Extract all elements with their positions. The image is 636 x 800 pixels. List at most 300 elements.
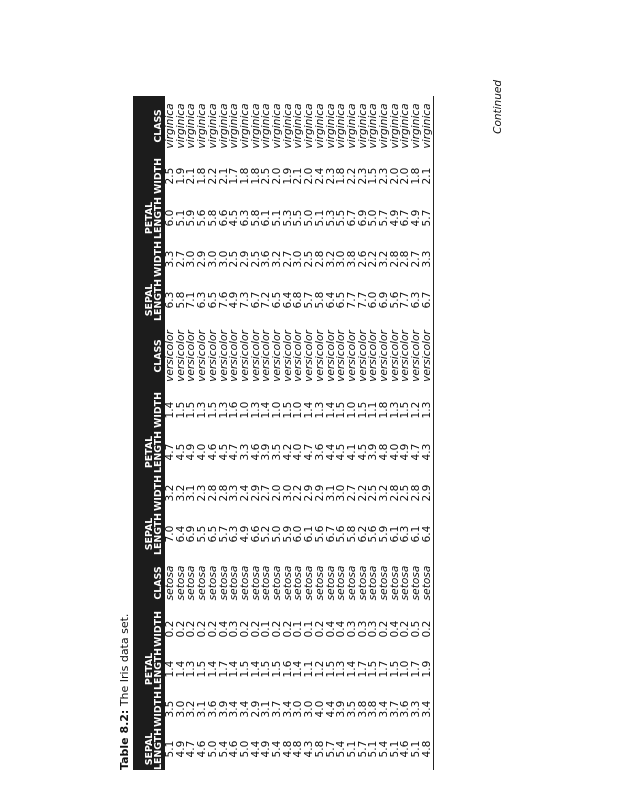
table-cell: 2.3 — [324, 167, 337, 185]
table-cell: 6.5 — [335, 291, 348, 309]
table-cell: 6.0 — [292, 525, 305, 543]
table-cell: 1.7 — [378, 660, 391, 678]
table-cell: versicolor — [422, 322, 433, 390]
table-cell: 0.4 — [335, 620, 348, 638]
table-cell: 5.7 — [422, 196, 433, 240]
table-cell: 3.8 — [356, 700, 369, 718]
table-cell: 1.4 — [345, 660, 358, 678]
table-cell: 3.2 — [378, 250, 391, 268]
table-cell: 3.7 — [388, 700, 401, 718]
table-cell: versicolor — [292, 330, 305, 382]
table-cell: 4.7 — [164, 443, 176, 461]
table-cell: 2.2 — [292, 484, 305, 502]
table-cell: setosa — [367, 565, 380, 601]
table-cell: 5.6 — [313, 525, 326, 543]
table-cell: setosa — [281, 565, 294, 601]
table-cell: 2.8 — [217, 484, 230, 502]
table-cell: 3.0 — [292, 700, 305, 718]
table-cell: 0.2 — [164, 620, 176, 638]
table-cell: 4.1 — [345, 443, 358, 461]
table-cell: virginica — [399, 103, 412, 149]
table-cell: 1.5 — [356, 401, 369, 419]
table-cell: 5.7 — [324, 740, 337, 758]
table-cell: 0.4 — [388, 620, 401, 638]
table-cell: 3.4 — [422, 690, 433, 728]
table-cell: 1.7 — [356, 660, 369, 678]
table-cell: 1.5 — [206, 401, 219, 419]
table-cell: 6.0 — [164, 209, 176, 227]
table-cell: 5.8 — [345, 525, 358, 543]
table-cell: 5.1 — [313, 209, 326, 227]
table-cell: 2.5 — [367, 484, 380, 502]
table-cell: versicolor — [249, 330, 262, 382]
header-group-label: PETAL — [144, 201, 155, 235]
table-cell: 0.2 — [206, 620, 219, 638]
table-cell: 6.3 — [228, 525, 241, 543]
table-cell: virginica — [238, 103, 251, 149]
column-header — [133, 690, 165, 728]
table-cell: 5.4 — [217, 740, 230, 758]
table-cell: setosa — [292, 565, 305, 601]
header-field-label: LENGTH — [153, 279, 164, 321]
table-cell: 0.2 — [271, 620, 284, 638]
table-cell: 3.9 — [217, 700, 230, 718]
table-cell: 2.3 — [196, 484, 209, 502]
table-cell: 6.4 — [281, 291, 294, 309]
table-cell: 1.5 — [185, 401, 198, 419]
table-cell: 0.3 — [367, 620, 380, 638]
table-cell: 1.6 — [228, 401, 241, 419]
table-cell: 1.5 — [196, 660, 209, 678]
table-cell: 5.3 — [281, 209, 294, 227]
table-cell: 7.7 — [356, 291, 369, 309]
column-header — [133, 474, 165, 512]
header-field-label: WIDTH — [153, 691, 164, 727]
table-cell: 0.2 — [378, 620, 391, 638]
header-field-label: LENGTH — [153, 513, 164, 555]
table-cell: versicolor — [356, 330, 369, 382]
table-cell: versicolor — [335, 330, 348, 382]
table-cell: virginica — [196, 103, 209, 149]
table-cell: 2.1 — [217, 167, 230, 185]
table-cell: 1.5 — [260, 660, 273, 678]
table-cell: 4.7 — [303, 443, 316, 461]
table-cell: 1.5 — [174, 401, 187, 419]
table-cell: virginica — [410, 103, 423, 149]
table-cell: 5.1 — [345, 740, 358, 758]
table-cell: 4.9 — [228, 291, 241, 309]
table-cell: setosa — [249, 565, 262, 601]
table-cell: 3.2 — [174, 484, 187, 502]
column-header — [133, 196, 165, 240]
table-cell: 1.2 — [313, 660, 326, 678]
table-cell: versicolor — [185, 330, 198, 382]
table-cell: 2.8 — [313, 250, 326, 268]
table-cell: virginica — [324, 103, 337, 149]
table-cell: 6.3 — [164, 291, 176, 309]
table-cell: 5.0 — [206, 740, 219, 758]
table-cell: setosa — [206, 565, 219, 601]
table-cell: virginica — [206, 103, 219, 149]
table-cell: 1.4 — [174, 660, 187, 678]
table-cell: 1.5 — [335, 401, 348, 419]
table-cell: 0.5 — [410, 620, 423, 638]
column-header — [133, 728, 165, 770]
table-cell: 2.8 — [206, 484, 219, 502]
column-header — [133, 430, 165, 474]
table-cell: 5.8 — [174, 291, 187, 309]
table-cell: 3.0 — [303, 700, 316, 718]
table-cell: 5.9 — [378, 525, 391, 543]
table-cell: versicolor — [303, 330, 316, 382]
table-cell: 3.4 — [378, 700, 391, 718]
table-cell: 6.2 — [356, 525, 369, 543]
table-cell: 2.2 — [206, 167, 219, 185]
table-cell: virginica — [378, 103, 391, 149]
table-cell: 0.3 — [345, 620, 358, 638]
table-cell: versicolor — [164, 330, 176, 382]
table-cell: 2.0 — [399, 167, 412, 185]
table-cell: 3.3 — [164, 250, 176, 268]
table-cell: 5.0 — [303, 209, 316, 227]
table-cell: 5.7 — [217, 525, 230, 543]
table-cell: 3.5 — [271, 443, 284, 461]
table-cell: 3.5 — [345, 700, 358, 718]
table-cell: setosa — [324, 565, 337, 601]
table-cell: 6.3 — [399, 525, 412, 543]
table-cell: 3.0 — [217, 250, 230, 268]
header-group-label: PETAL — [144, 652, 155, 686]
table-cell: 3.3 — [410, 700, 423, 718]
table-cell: 2.4 — [313, 167, 326, 185]
table-cell: 6.7 — [324, 525, 337, 543]
table-cell: 6.1 — [260, 209, 273, 227]
column-header — [133, 390, 165, 430]
table-cell: 1.9 — [281, 167, 294, 185]
table-cell: 4.7 — [410, 443, 423, 461]
table-cell: 3.3 — [238, 443, 251, 461]
table-cell: 5.1 — [388, 740, 401, 758]
table-row — [422, 96, 433, 770]
table-cell: 5.7 — [303, 291, 316, 309]
table-cell: versicolor — [378, 330, 391, 382]
table-cell: virginica — [174, 103, 187, 149]
table-cell: 2.1 — [185, 167, 198, 185]
table-cell: 2.7 — [174, 250, 187, 268]
table-cell: 4.0 — [313, 700, 326, 718]
table-cell: 5.4 — [335, 740, 348, 758]
table-cell: virginica — [388, 103, 401, 149]
table-cell: 4.6 — [228, 740, 241, 758]
header-group-label: PETAL — [144, 435, 155, 469]
rotated-page — [118, 80, 538, 770]
table-cell: 4.9 — [238, 525, 251, 543]
header-group-label: SEPAL — [144, 283, 155, 317]
table-cell: 4.9 — [399, 443, 412, 461]
table-cell: 6.3 — [238, 209, 251, 227]
table-cell: virginica — [185, 103, 198, 149]
table-cell: 0.2 — [174, 620, 187, 638]
table-cell: 1.0 — [292, 401, 305, 419]
table-cell: setosa — [345, 565, 358, 601]
table-cell: virginica — [281, 103, 294, 149]
table-cell: 2.9 — [313, 484, 326, 502]
table-cell: 1.6 — [281, 660, 294, 678]
column-header — [133, 156, 165, 196]
table-cell: virginica — [249, 103, 262, 149]
table-cell: 1.8 — [335, 167, 348, 185]
table-cell: 5.0 — [238, 740, 251, 758]
table-cell: setosa — [164, 565, 176, 601]
table-cell: 5.8 — [206, 209, 219, 227]
table-cell: 1.8 — [196, 167, 209, 185]
table-cell: 2.0 — [271, 167, 284, 185]
table-cell: 1.4 — [260, 401, 273, 419]
table-cell: 4.9 — [185, 443, 198, 461]
table-cell: 4.5 — [335, 443, 348, 461]
table-cell: 2.6 — [356, 250, 369, 268]
header-field-label: WIDTH — [153, 392, 164, 428]
table-cell: versicolor — [174, 330, 187, 382]
table-cell: setosa — [335, 565, 348, 601]
table-cell: 1.4 — [303, 401, 316, 419]
table-cell: 5.7 — [356, 740, 369, 758]
table-cell: 3.1 — [260, 700, 273, 718]
table-cell: 2.8 — [388, 484, 401, 502]
table-cell: versicolor — [271, 330, 284, 382]
table-cell: 6.9 — [185, 525, 198, 543]
table-cell: 2.9 — [422, 474, 433, 512]
table-cell: 1.3 — [249, 401, 262, 419]
table-cell: 6.3 — [196, 291, 209, 309]
table-cell: 6.4 — [422, 512, 433, 556]
table-cell: 7.6 — [217, 291, 230, 309]
header-field-label: WIDTH — [153, 475, 164, 511]
table-cell: 0.1 — [260, 620, 273, 638]
table-cell: 4.7 — [185, 740, 198, 758]
table-cell: virginica — [422, 96, 433, 156]
table-cell: versicolor — [410, 330, 423, 382]
table-cell: 3.1 — [324, 484, 337, 502]
header-field-label: LENGTH — [153, 648, 164, 690]
table-cell: 4.0 — [292, 443, 305, 461]
table-cell: setosa — [399, 565, 412, 601]
table-body — [165, 96, 433, 770]
table-cell: 3.4 — [238, 700, 251, 718]
table-cell: 1.8 — [249, 167, 262, 185]
table-cell: setosa — [303, 565, 316, 601]
table-cell: virginica — [271, 103, 284, 149]
table-cell: 0.2 — [399, 620, 412, 638]
header-field-label: LENGTH — [153, 728, 164, 770]
table-caption — [118, 614, 131, 770]
continued-label: Continued — [492, 80, 504, 134]
table-cell: 4.9 — [410, 209, 423, 227]
header-field-label: WIDTH — [153, 158, 164, 194]
table-cell: 1.8 — [238, 167, 251, 185]
table-cell: 6.1 — [410, 525, 423, 543]
table-cell: 1.5 — [324, 660, 337, 678]
table-cell: 1.5 — [271, 660, 284, 678]
table-cell: versicolor — [313, 330, 326, 382]
table-cell: 3.7 — [271, 700, 284, 718]
table-cell: 5.7 — [378, 209, 391, 227]
table-cell: 4.5 — [217, 443, 230, 461]
table-cell: 5.1 — [410, 740, 423, 758]
table-cell: 3.9 — [367, 443, 380, 461]
table-cell: 0.2 — [196, 620, 209, 638]
table-cell: 6.5 — [206, 291, 219, 309]
table-cell: 3.1 — [196, 700, 209, 718]
table-cell: 1.3 — [335, 660, 348, 678]
table-cell: 4.9 — [388, 209, 401, 227]
table-cell: 3.8 — [345, 250, 358, 268]
table-cell: versicolor — [281, 330, 294, 382]
table-cell: virginica — [228, 103, 241, 149]
caption-label: Table 8.2: — [118, 709, 131, 770]
table-cell: 1.4 — [206, 660, 219, 678]
column-header — [133, 322, 165, 390]
table-cell: 2.0 — [271, 484, 284, 502]
table-cell: 3.1 — [185, 484, 198, 502]
table-cell: 3.5 — [164, 700, 176, 718]
table-cell: 2.0 — [388, 167, 401, 185]
table-cell: 4.4 — [324, 700, 337, 718]
table-cell: 0.3 — [356, 620, 369, 638]
header-field-label: WIDTH — [153, 241, 164, 277]
table-cell: 5.5 — [196, 525, 209, 543]
table-cell: setosa — [238, 565, 251, 601]
table-cell: versicolor — [388, 330, 401, 382]
table-cell: 7.3 — [238, 291, 251, 309]
table-cell: 5.9 — [281, 525, 294, 543]
table-cell: 5.0 — [367, 209, 380, 227]
table-cell: 2.5 — [164, 167, 176, 185]
table-cell: 2.3 — [378, 167, 391, 185]
table-cell: 1.4 — [292, 660, 305, 678]
table-cell: versicolor — [345, 330, 358, 382]
table-cell: 6.1 — [303, 525, 316, 543]
table-cell: 1.4 — [164, 401, 176, 419]
table-cell: 2.8 — [410, 484, 423, 502]
table-cell: 6.9 — [356, 209, 369, 227]
table-cell: 6.0 — [367, 291, 380, 309]
table-cell: 6.5 — [206, 525, 219, 543]
table-cell: 5.1 — [367, 740, 380, 758]
table-cell: 1.5 — [388, 660, 401, 678]
table-cell: 1.0 — [345, 401, 358, 419]
table-cell: 3.2 — [271, 250, 284, 268]
table-cell: 5.4 — [271, 740, 284, 758]
caption-title: The Iris data set. — [118, 613, 131, 707]
table-cell: 1.0 — [238, 401, 251, 419]
table-cell: 5.5 — [292, 209, 305, 227]
table-cell: 3.8 — [367, 700, 380, 718]
table-cell: 1.0 — [399, 660, 412, 678]
column-header — [133, 512, 165, 556]
table-cell: 1.9 — [174, 167, 187, 185]
table-cell: 7.7 — [345, 291, 358, 309]
table-cell: 6.1 — [388, 525, 401, 543]
table-cell: versicolor — [324, 330, 337, 382]
iris-table — [133, 96, 434, 770]
column-header — [133, 240, 165, 278]
table-cell: setosa — [217, 565, 230, 601]
header-group-label: SEPAL — [144, 517, 155, 551]
table-cell: setosa — [260, 565, 273, 601]
table-cell: 0.4 — [217, 620, 230, 638]
table-cell: 1.7 — [217, 660, 230, 678]
table-cell: 3.0 — [335, 250, 348, 268]
table-cell: versicolor — [228, 330, 241, 382]
table-cell: 3.3 — [228, 484, 241, 502]
table-cell: 6.7 — [399, 209, 412, 227]
table-cell: virginica — [303, 103, 316, 149]
table-cell: 3.6 — [313, 443, 326, 461]
table-cell: 1.9 — [422, 648, 433, 690]
table-cell: versicolor — [217, 330, 230, 382]
table-cell: 3.0 — [174, 700, 187, 718]
table-cell: virginica — [356, 103, 369, 149]
table-cell: 3.2 — [378, 484, 391, 502]
table-cell: 7.2 — [260, 291, 273, 309]
table-cell: 1.7 — [410, 660, 423, 678]
table-row — [208, 96, 219, 770]
table-cell: 2.8 — [388, 250, 401, 268]
table-cell: 5.1 — [271, 209, 284, 227]
table-cell: 7.7 — [399, 291, 412, 309]
table-cell: 3.0 — [292, 250, 305, 268]
table-cell: 2.0 — [303, 167, 316, 185]
table-cell: 1.3 — [313, 401, 326, 419]
table-cell: 6.6 — [249, 525, 262, 543]
header-row — [133, 96, 165, 770]
table-cell: 6.4 — [324, 291, 337, 309]
table-cell: 5.6 — [388, 291, 401, 309]
table-cell: 4.8 — [281, 740, 294, 758]
table-cell: 2.5 — [399, 484, 412, 502]
header-field-label: LENGTH — [153, 431, 164, 473]
table-cell: 3.6 — [399, 700, 412, 718]
table-cell: 1.3 — [196, 401, 209, 419]
table-cell: setosa — [174, 565, 187, 601]
table-cell: 6.7 — [249, 291, 262, 309]
table-cell: 0.4 — [324, 620, 337, 638]
table-cell: 3.0 — [185, 250, 198, 268]
header-field-label: WIDTH — [153, 611, 164, 647]
table-cell: 4.9 — [174, 740, 187, 758]
table-cell: 5.1 — [174, 209, 187, 227]
table-cell: 5.9 — [185, 209, 198, 227]
table-cell: setosa — [378, 565, 391, 601]
table-cell: 5.4 — [378, 740, 391, 758]
table-cell: 2.9 — [303, 484, 316, 502]
table-cell: virginica — [367, 103, 380, 149]
table-cell: 4.2 — [281, 443, 294, 461]
table-cell: virginica — [164, 103, 176, 149]
header-field-label: CLASS — [153, 109, 164, 143]
table-cell: setosa — [410, 565, 423, 601]
table-cell: 6.4 — [174, 525, 187, 543]
table-cell: 5.2 — [260, 525, 273, 543]
table-cell: 2.7 — [410, 250, 423, 268]
table-cell: 1.7 — [228, 167, 241, 185]
table-row — [315, 96, 326, 770]
table-cell: 0.2 — [185, 620, 198, 638]
table-cell: 7.0 — [164, 525, 176, 543]
table-cell: 1.5 — [367, 167, 380, 185]
table-cell: 3.9 — [335, 700, 348, 718]
